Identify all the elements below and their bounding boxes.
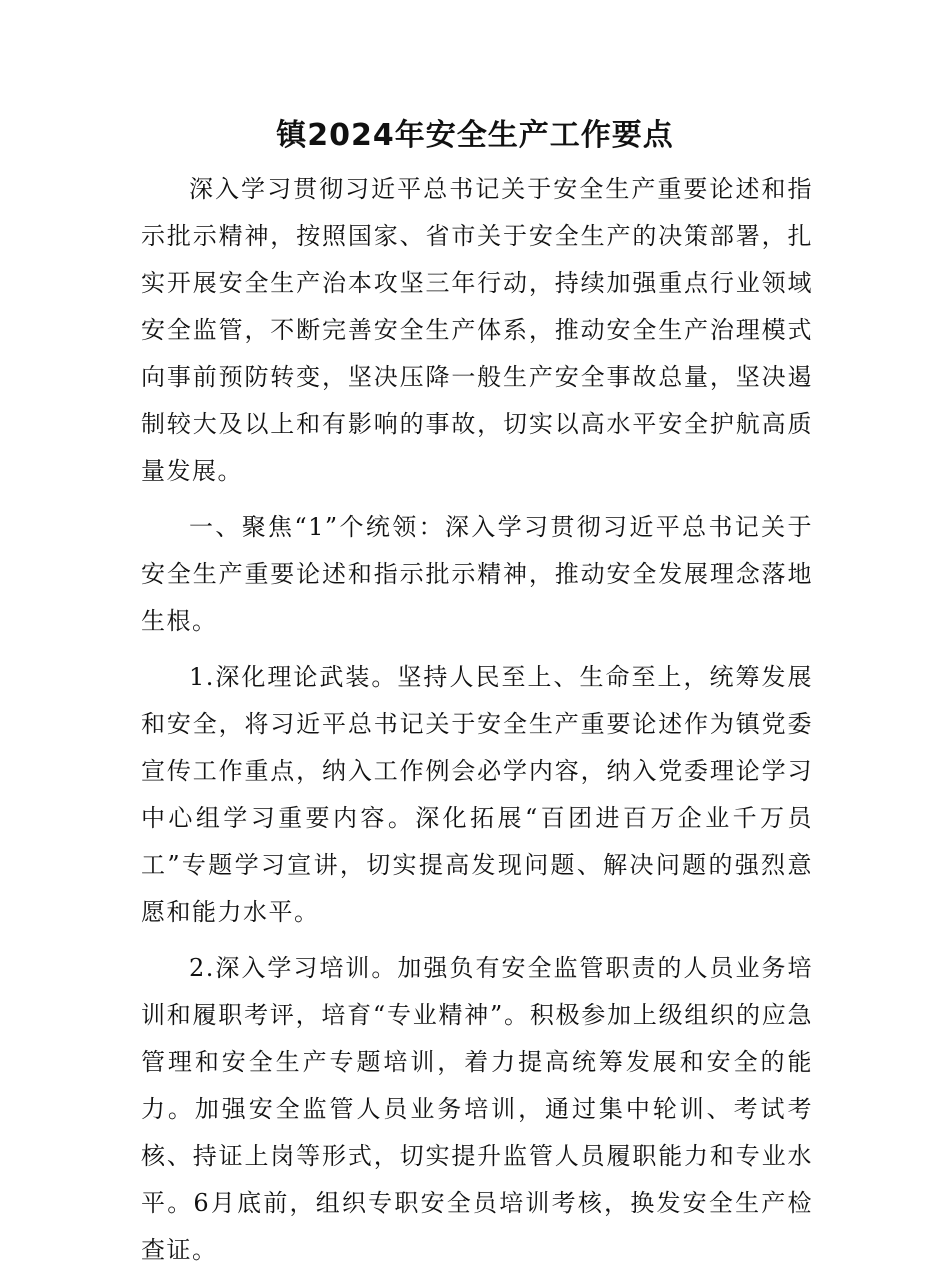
item-1-paragraph: 1.深化理论武装。坚持人民至上、生命至上，统筹发展和安全，将习近平总书记关于安全生产重要论述作为镇党委宣传工作重点，纳入工作例会必学内容，纳入党委理论学习中心组学习重要内容。深化拓展“百团进百万企业千万员工”专题学习宣讲，切实提高发现问题、解决问题的强烈意愿和能力水平。 [141,663,813,926]
intro-paragraph: 深入学习贯彻习近平总书记关于安全生产重要论述和指示批示精神，按照国家、省市关于安全生产的决策部署，扎实开展安全生产治本攻坚三年行动，持续加强重点行业领域安全监管，不断完善安全生产体系，推动安全生产治理模式向事前预防转变，坚决压降一般生产安全事故总量，坚决遏制较大及以上和有影响的事故，切实以高水平安全护航高质量发展。 [141,175,813,485]
section-heading-paragraph: 一、聚焦“1”个统领：深入学习贯彻习近平总书记关于安全生产重要论述和指示批示精神，推动安全发展理念落地生根。 [141,513,813,635]
document-title: 镇2024年安全生产工作要点 [276,118,674,153]
document-body [141,166,813,1283]
item-2-paragraph: 2.深入学习培训。加强负有安全监管职责的人员业务培训和履职考评，培育“专业精神”。积极参加上级组织的应急管理和安全生产专题培训，着力提高统筹发展和安全的能力。加强安全监管人员业务培训，通过集中轮训、考试考核、持证上岗等形式，切实提升监管人员履职能力和专业水平。6月底前，组织专职安全员培训考核，换发安全生产检查证。 [141,954,813,1264]
